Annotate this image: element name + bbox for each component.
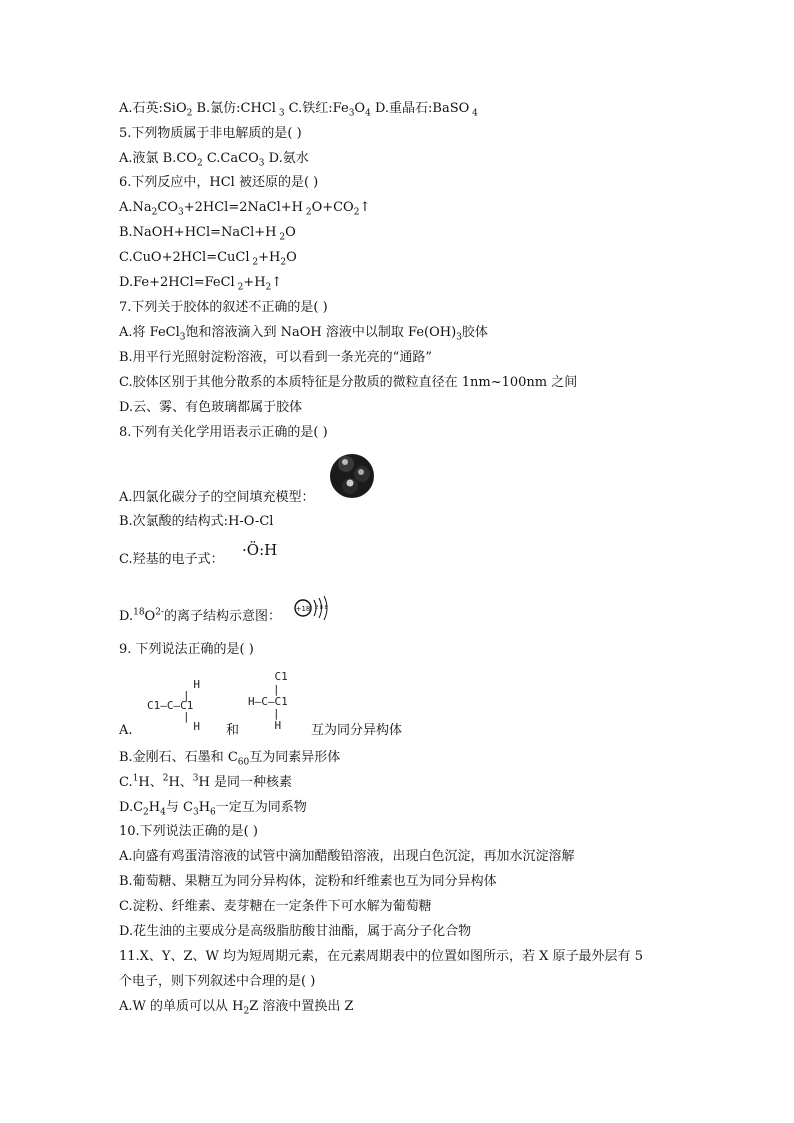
question-9-option-b: B.金刚石、石墨和 $C_{60}$互为同素异形体	[119, 750, 341, 768]
question-6-option-c: C.CuO+2HCl=CuCl $_2+H_2O$	[119, 250, 297, 268]
question-9-option-a-text: 互为同分异构体	[311, 723, 403, 738]
question-11-option-a: A.W 的单质可以从 $H_2Z$ 溶液中置换出 Z	[119, 999, 354, 1017]
question-7-option-a: A.将 FeCl$_3$饱和溶液滴入到 NaOH 溶液中以制取 $Fe(OH)_3$胶体	[119, 325, 488, 343]
shell-electron-counts: 2 8 8	[315, 605, 328, 611]
question-5: 5.下列物质属于非电解质的是( )	[119, 126, 302, 141]
question-7-option-b: B.用平行光照射淀粉溶液，可以看到一条光亮的“通路”	[119, 350, 432, 365]
question-9-option-d: $D.C_2H_4$与 $C_3H_6$一定互为同系物	[119, 800, 307, 818]
question-6-option-b: B.NaOH+HCl=NaCl+H $_2$O	[119, 225, 296, 243]
question-10: 10.下列说法正确的是( )	[119, 824, 258, 839]
question-7-option-c: C.胶体区别于其他分散系的本质特征是分散质的微粒直径在 1nm~100nm 之间	[119, 375, 578, 390]
question-11-line-1: 11.X、Y、Z、W 均为短周期元素，在元素周期表中的位置如图所示，若 X 原子最外层有 5	[119, 949, 643, 964]
question-5-options: A.液氯 $B.CO_2$ C.CaCO$_3$ D.氨水	[119, 151, 309, 169]
question-7: 7.下列关于胶体的叙述不正确的是( )	[119, 300, 328, 315]
question-6: 6.下列反应中，HCl 被还原的是( )	[119, 175, 319, 190]
question-9-option-c: C.$^1$H、$^2$H、$^3$H 是同一种核素	[119, 773, 292, 790]
question-6-option-d: D.Fe+2HCl=FeCl $_2+H_2↑$	[119, 275, 283, 293]
question-9: 9. 下列说法正确的是( )	[119, 642, 254, 657]
question-9-option-a-label: A.	[119, 723, 133, 738]
question-10-option-d: D.花生油的主要成分是高级脂肪酸甘油酯，属于高分子化合物	[119, 924, 472, 939]
question-11-line-2: 个电子，则下列叙述中合理的是( )	[119, 974, 316, 989]
question-10-option-c: C.淀粉、纤维素、麦芽糖在一定条件下可水解为葡萄糖	[119, 899, 432, 914]
question-8-option-a: A.四氯化碳分子的空间填充模型：	[119, 490, 315, 505]
question-8: 8.下列有关化学用语表示正确的是( )	[119, 425, 328, 440]
question-8-option-b: B.次氯酸的结构式:H-O-Cl	[119, 514, 274, 529]
ccl4-space-filling-model	[328, 450, 376, 500]
nucleus-charge-label: +18	[295, 605, 311, 613]
question-8-option-c: C.羟基的电子式：	[119, 552, 224, 567]
option-line-q4: A.石英:SiO$_2$ B.氯仿:CHCl $_3$ C.铁红$:Fe_3O_4$ D.重晶石:BaSO $_4$	[119, 101, 478, 119]
question-6-option-a: $A.Na_2CO_3+2HCl=2NaCl+H$ $_2O+CO_2↑$	[119, 200, 371, 218]
question-9-option-a-and: 和	[226, 723, 240, 738]
ion-structure-diagram	[293, 594, 333, 622]
question-7-option-d: D.云、雾、有色玻璃都属于胶体	[119, 400, 303, 415]
question-10-option-a: A.向盛有鸡蛋清溶液的试管中滴加醋酸铅溶液，出现白色沉淀，再加水沉淀溶解	[119, 849, 575, 864]
question-10-option-b: B.葡萄糖、果糖互为同分异构体，淀粉和纤维素也互为同分异构体	[119, 874, 497, 889]
hydroxyl-electron-formula: ·Ö:H	[242, 541, 278, 559]
question-8-option-d: $D.^{18}O^{2-}$的离子结构示意图：	[119, 607, 282, 624]
